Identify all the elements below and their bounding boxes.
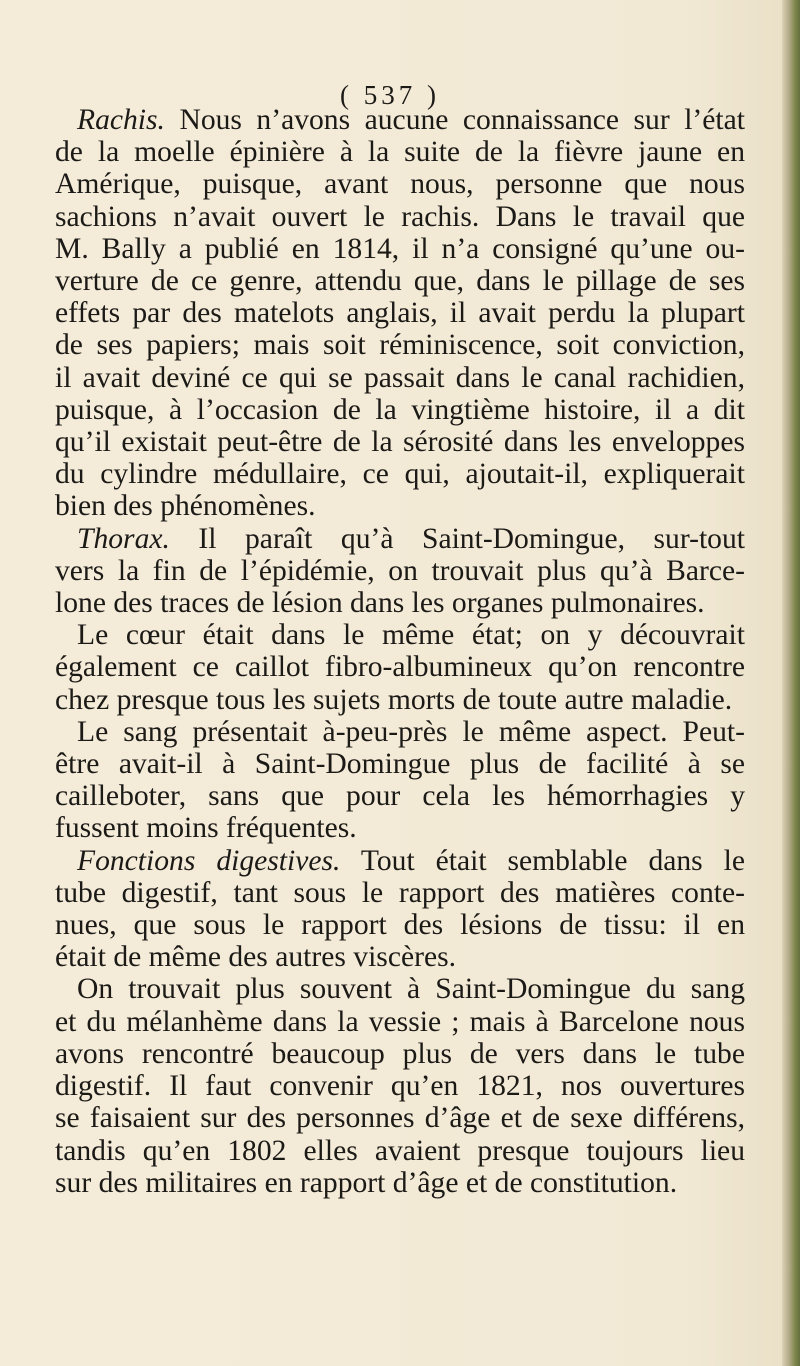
paragraph-vessie — [55, 973, 745, 1198]
text-line: Rachis. Nous n’avons aucune connaissance sur l’état — [77, 104, 745, 136]
text-line: de ses papiers; mais soit réminiscence, soit conviction, — [55, 329, 745, 362]
text-line: M. Bally a publié en 1814, il n’a consigné qu’une ou- — [55, 232, 745, 265]
text-line: et du mélanhème dans la vessie ; mais à Barcelone nous — [55, 1005, 745, 1038]
text-line: vers la fin de l’épidémie, on trouvait plus qu’à Barce- — [55, 554, 745, 587]
text-line: être avait-il à Saint-Domingue plus de facilité à se — [55, 748, 745, 781]
text-line: également ce caillot fibro-albumineux qu’on rencontre — [55, 651, 745, 684]
text-line: tube digestif, tant sous le rapport des matières conte- — [55, 876, 745, 909]
page-edge — [782, 0, 800, 1366]
page-number: ( 537 ) — [340, 80, 440, 110]
text-line: Thorax. Il paraît qu’à Saint-Domingue, sur-tout — [77, 522, 745, 555]
text-line: puisque, à l’occasion de la vingtième histoire, il a dit — [55, 393, 745, 426]
text-line: On trouvait plus souvent à Saint-Domingue du sang — [77, 973, 745, 1006]
text-line: lone des traces de lésion dans les organes pulmonaires. — [55, 587, 705, 620]
paragraph-coeur — [55, 619, 745, 716]
text-line: chez presque tous les sujets morts de toute autre maladie. — [55, 683, 733, 716]
text-line: bien des phénomènes. — [55, 490, 316, 523]
section-heading: Rachis. — [77, 104, 165, 136]
text-line: cailleboter, sans que pour cela les hémorrhagies y — [55, 780, 745, 813]
text-line: fussent moins fréquentes. — [55, 812, 357, 845]
paragraph-thorax — [55, 523, 745, 620]
paragraph-sang — [55, 716, 745, 845]
text-line: effets par des matelots anglais, il avait perdu la plupart — [55, 297, 745, 330]
text-line: sur des militaires en rapport d’âge et de constitution. — [55, 1166, 678, 1199]
paragraph-fonctions-digestives — [55, 845, 745, 974]
text-line: Le cœur était dans le même état; on y découvrait — [77, 619, 745, 652]
text-line: verture de ce genre, attendu que, dans le pillage de ses — [55, 265, 745, 298]
text-line: de la moelle épinière à la suite de la fièvre jaune en — [55, 136, 745, 169]
text-line: se faisaient sur des personnes d’âge et de sexe différens, — [55, 1102, 745, 1135]
text-line: tandis qu’en 1802 elles avaient presque toujours lieu — [55, 1134, 745, 1167]
text-line: Le sang présentait à-peu-près le même aspect. Peut- — [77, 715, 745, 748]
text-line: était de même des autres viscères. — [55, 941, 456, 974]
text-line: sachions n’avait ouvert le rachis. Dans le travail que — [55, 200, 745, 233]
text-line: digestif. Il faut convenir qu’en 1821, nos ouvertures — [55, 1070, 745, 1103]
body-text — [55, 104, 745, 1199]
text-line: du cylindre médullaire, ce qui, ajoutait-il, expliquerait — [55, 458, 745, 491]
text-line: qu’il existait peut-être de la sérosité dans les enveloppes — [55, 426, 745, 459]
text-line: avons rencontré beaucoup plus de vers dans le tube — [55, 1037, 745, 1070]
text-line: Fonctions digestives. Tout était semblable dans le — [77, 844, 745, 877]
text-line: Amérique, puisque, avant nous, personne que nous — [55, 168, 745, 201]
text-line: nues, que sous le rapport des lésions de tissu: il en — [55, 909, 745, 942]
section-heading: Thorax. — [77, 522, 170, 555]
section-heading: Fonctions digestives. — [77, 844, 341, 877]
text-line: il avait deviné ce qui se passait dans le canal rachidien, — [55, 361, 745, 394]
paragraph-rachis — [55, 104, 745, 523]
